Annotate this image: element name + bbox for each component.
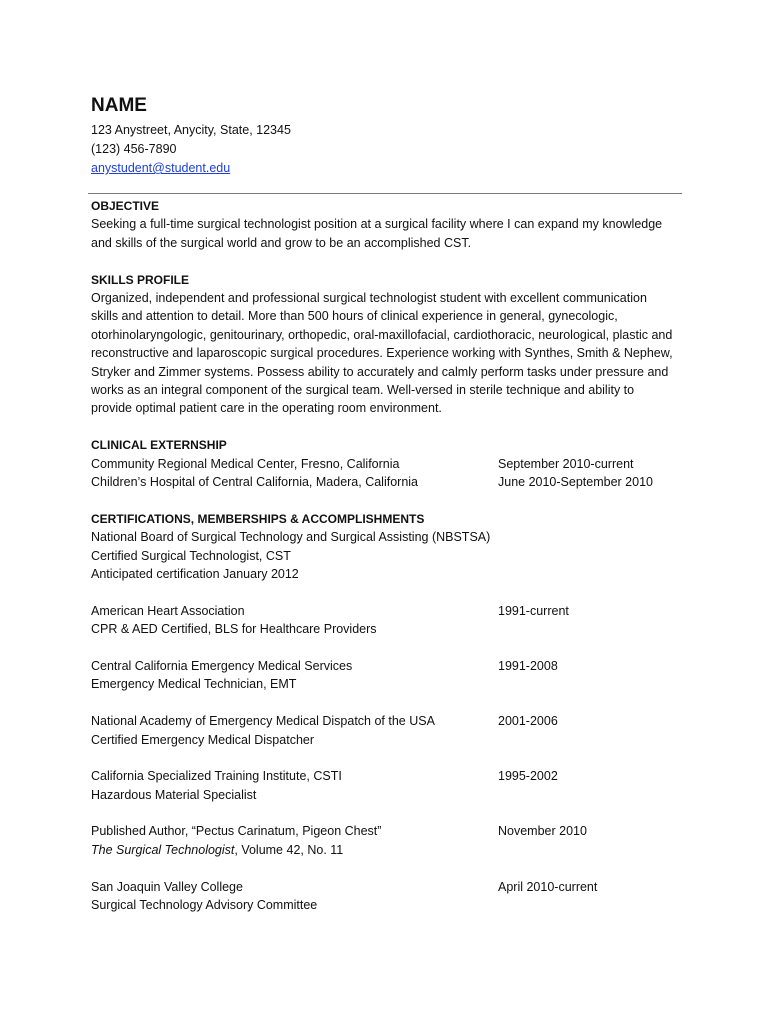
header-divider (88, 193, 682, 194)
certification-entry (91, 657, 676, 675)
externship-date: June 2010-September 2010 (498, 475, 653, 490)
email-link[interactable]: anystudent@student.edu (91, 161, 231, 175)
externship-date: September 2010-current (498, 456, 634, 471)
certification-entry (91, 712, 676, 730)
externship-place: Community Regional Medical Center, Fresno, California (91, 456, 400, 471)
entry-org: National Academy of Emergency Medical Dispatch of the USA (91, 714, 435, 729)
entry-org: Central California Emergency Medical Services (91, 658, 353, 673)
entry-date: 1991-current (498, 603, 569, 618)
phone-line: (123) 456-7890 (91, 142, 177, 156)
entry-org: American Heart Association (91, 603, 245, 618)
certification-intro-line: Anticipated certification January 2012 (91, 567, 299, 582)
externship-place: Children’s Hospital of Central California, Madera, California (91, 475, 419, 490)
entry-detail: Emergency Medical Technician, EMT (91, 677, 297, 692)
entry-org: Published Author, “Pectus Carinatum, Pigeon Chest” (91, 824, 382, 839)
entry-detail: CPR & AED Certified, BLS for Healthcare Providers (91, 622, 377, 637)
entry-detail: Certified Emergency Medical Dispatcher (91, 732, 315, 747)
entry-date: November 2010 (498, 824, 587, 839)
entry-detail: Surgical Technology Advisory Committee (91, 898, 318, 913)
entry-date: 1995-2002 (498, 769, 558, 784)
resume-body (91, 197, 676, 914)
skills-section (91, 271, 676, 418)
publication-title: The Surgical Technologist (91, 842, 235, 857)
externship-heading: CLINICAL EXTERNSHIP (91, 438, 227, 453)
skills-text: Organized, independent and professional surgical technologist student with excellent communication skills and attention to detail. More than 500 hours of clinical experience in general, gynecologic, otorhinolaryngologic, genitourinary, orthopedic, oral-maxillofacial, cardiothoracic, neurological, plastic and reconstructive and laparoscopic surgical procedures. Experience working with Synthes, Smith & Nephew, Stryker and Zimmer systems. Possess ability to accurately and calmly perform tasks under pressure and works as an integral component of the surgical team. Well-versed in sterile technique and ability to provide optimal patient care in the operating room environment. (91, 291, 673, 416)
publication-volume: , Volume 42, No. 11 (234, 842, 344, 857)
objective-heading: OBJECTIVE (91, 199, 160, 213)
entry-detail (91, 841, 676, 859)
certification-entry (91, 822, 676, 840)
externship-row (91, 455, 676, 473)
entry-date: 1991-2008 (498, 658, 558, 673)
certification-intro-line: National Board of Surgical Technology and Surgical Assisting (NBSTSA) (91, 530, 491, 545)
externship-row (91, 473, 676, 491)
certification-entry (91, 602, 676, 620)
certifications-heading: CERTIFICATIONS, MEMBERSHIPS & ACCOMPLISHMENTS (91, 511, 425, 526)
entry-org: San Joaquin Valley College (91, 879, 243, 894)
entry-org: California Specialized Training Institute, CSTI (91, 769, 342, 784)
applicant-name: NAME (91, 95, 147, 116)
objective-text: Seeking a full-time surgical technologist position at a surgical facility where I can expand my knowledge and skills of the surgical world and grow to be an accomplished CST. (91, 217, 663, 250)
skills-heading: SKILLS PROFILE (91, 272, 190, 287)
entry-date: 2001-2006 (498, 714, 558, 729)
address-line: 123 Anystreet, Anycity, State, 12345 (91, 123, 291, 137)
externship-section (91, 436, 676, 491)
entry-date: April 2010-current (498, 879, 598, 894)
entry-detail: Hazardous Material Specialist (91, 787, 257, 802)
certification-entry (91, 767, 676, 785)
certification-entry (91, 878, 676, 896)
resume-header (91, 95, 291, 178)
objective-section (91, 197, 676, 252)
certifications-section (91, 510, 676, 915)
certification-intro-line: Certified Surgical Technologist, CST (91, 548, 291, 563)
